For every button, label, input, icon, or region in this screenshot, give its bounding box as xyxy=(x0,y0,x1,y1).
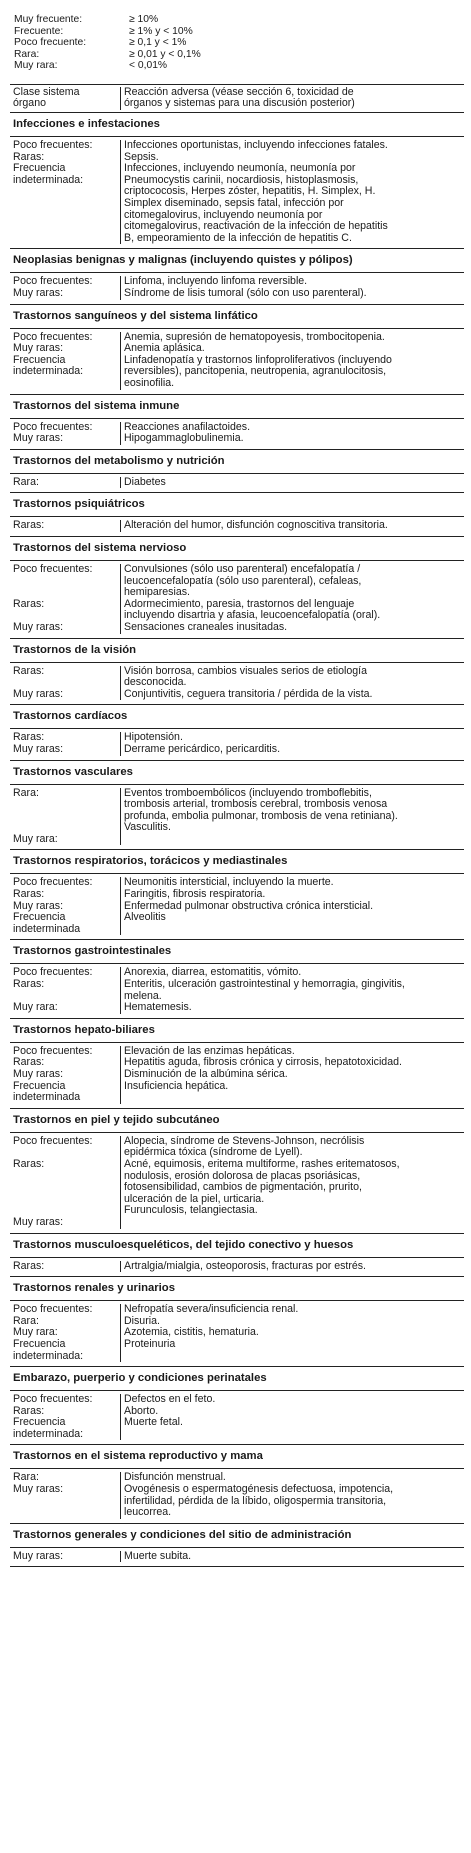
frequency-label: Poco frecuentes: xyxy=(13,1394,93,1406)
reaction-column xyxy=(120,732,464,755)
reaction-text: Visión borrosa, cambios visuales serios de etiología xyxy=(124,665,367,677)
frequency-column xyxy=(10,1551,120,1563)
reaction-text: Furunculosis, telangiectasia. xyxy=(124,1205,258,1217)
frequency-column xyxy=(10,1394,120,1440)
section-title: Trastornos en piel y tejido subcutáneo xyxy=(10,1108,464,1133)
reaction-text: Infecciones, incluyendo neumonía, neumonía por xyxy=(124,163,356,175)
frequency-label xyxy=(13,1205,120,1217)
header-right xyxy=(120,87,464,111)
reaction-section xyxy=(10,939,464,1017)
legend-value: ≥ 1% y < 10% xyxy=(129,25,193,37)
reaction-column xyxy=(120,666,464,701)
section-body xyxy=(10,1548,464,1567)
reaction-text: Alteración del humor, disfunción cognoscitiva transitoria. xyxy=(124,520,388,532)
frequency-label: Poco frecuentes: xyxy=(13,276,93,288)
reaction-section xyxy=(10,394,464,449)
frequency-label: Muy raras: xyxy=(13,433,64,445)
frequency-column xyxy=(10,1046,120,1104)
reaction-text: Infecciones oportunistas, incluyendo infecciones fatales. xyxy=(124,140,388,152)
section-body xyxy=(10,663,464,705)
legend-value: ≥ 0,01 y < 0,1% xyxy=(129,48,201,60)
reaction-text: trombosis arterial, trombosis cerebral, trombosis venosa xyxy=(124,799,388,811)
reaction-column xyxy=(120,520,464,532)
reaction-text: profunda, embolia pulmonar, trombosis de vena retiniana). xyxy=(124,810,398,822)
frequency-label: Poco frecuentes: xyxy=(13,563,93,575)
frequency-column xyxy=(10,477,120,489)
reaction-section xyxy=(10,849,464,939)
frequency-column xyxy=(10,1261,120,1273)
frequency-label: Raras: xyxy=(13,665,45,677)
reaction-text: Alopecia, síndrome de Stevens-Johnson, necrólisis xyxy=(124,1135,365,1147)
section-body xyxy=(10,1133,464,1233)
reaction-text: Neumonitis intersticial, incluyendo la muerte. xyxy=(124,877,334,889)
reaction-text: hemiparesias. xyxy=(124,587,190,599)
reaction-text: Acné, equimosis, eritema multiforme, rashes eritematosos, xyxy=(124,1158,400,1170)
frequency-label: Muy rara: xyxy=(13,1327,58,1339)
reaction-text: Adormecimiento, paresia, trastornos del lenguaje xyxy=(124,598,355,610)
reaction-section xyxy=(10,492,464,536)
frequency-label: Raras: xyxy=(13,1057,45,1069)
reaction-column xyxy=(120,1136,464,1229)
reaction-text: Enteritis, ulceración gastrointestinal y hemorragia, gingivitis, xyxy=(124,979,405,991)
reaction-column xyxy=(120,1472,464,1518)
reaction-text: Hematemesis. xyxy=(124,1002,192,1014)
frequency-label: indeterminada xyxy=(13,1092,81,1104)
reaction-text: Disminución de la albúmina sérica. xyxy=(124,1069,288,1080)
reaction-text: Diabetes xyxy=(124,476,166,488)
frequency-label xyxy=(13,991,120,1003)
legend-term: Muy frecuente: xyxy=(14,14,83,25)
section-title: Infecciones e infestaciones xyxy=(10,112,464,137)
frequency-label xyxy=(13,1147,120,1159)
section-body xyxy=(10,964,464,1017)
frequency-label: indeterminada: xyxy=(13,366,84,378)
reaction-text: Linfadenopatía y trastornos linfoproliferativos (incluyendo xyxy=(124,354,392,366)
reaction-text: Anorexia, diarrea, estomatitis, vómito. xyxy=(124,967,302,979)
frequency-label xyxy=(13,1182,120,1194)
legend-row xyxy=(14,37,471,49)
reaction-section xyxy=(10,304,464,394)
section-body xyxy=(10,561,464,638)
reaction-text: Defectos en el feto. xyxy=(124,1394,216,1406)
reaction-text: citomegalovirus, incluyendo neumonía por xyxy=(124,209,323,221)
reaction-text: epidérmica tóxica (síndrome de Lyell). xyxy=(124,1147,303,1159)
frequency-label: Muy raras: xyxy=(13,1550,64,1562)
frequency-label: Raras: xyxy=(13,732,45,744)
frequency-label: Poco frecuentes: xyxy=(13,140,93,152)
reaction-text: nodulosis, erosión dolorosa de placas psoriásicas, xyxy=(124,1170,361,1182)
section-title: Trastornos musculoesqueléticos, del tejido conectivo y huesos xyxy=(10,1233,464,1258)
reaction-text: B, empeoramiento de la infección de hepatitis C. xyxy=(124,232,352,244)
frequency-label xyxy=(13,822,120,834)
legend-value: < 0,01% xyxy=(129,60,168,71)
header-left-line: órgano xyxy=(13,98,46,110)
frequency-label: Poco frecuentes: xyxy=(13,967,93,979)
frequency-column xyxy=(10,564,120,634)
reaction-column xyxy=(120,276,464,299)
reaction-text: Síndrome de lisis tumoral (sólo con uso parenteral). xyxy=(124,288,367,300)
frequency-label: Muy raras: xyxy=(13,1216,64,1228)
frequency-label: indeterminada: xyxy=(13,1350,84,1362)
section-body xyxy=(10,517,464,536)
frequency-label: Frecuencia xyxy=(13,1080,66,1092)
frequency-column xyxy=(10,877,120,935)
header-right-line: Reacción adversa (véase sección 6, toxicidad de xyxy=(124,86,354,98)
legend-term: Poco frecuente: xyxy=(14,37,87,48)
section-title: Trastornos del sistema inmune xyxy=(10,394,464,419)
reaction-text: Disfunción menstrual. xyxy=(124,1472,226,1484)
legend-term: Muy rara: xyxy=(14,60,58,71)
reaction-text: Ovogénesis o espermatogénesis defectuosa, impotencia, xyxy=(124,1484,394,1496)
header-left-line: Clase sistema xyxy=(13,86,80,98)
reaction-text: Artralgia/mialgia, osteoporosis, fracturas por estrés. xyxy=(124,1260,366,1272)
reaction-section xyxy=(10,1523,464,1567)
section-body xyxy=(10,785,464,850)
frequency-label: Poco frecuentes: xyxy=(13,1045,93,1057)
section-body xyxy=(10,273,464,303)
frequency-label: Frecuencia xyxy=(13,163,66,175)
legend-row xyxy=(14,60,471,72)
reaction-section xyxy=(10,1233,464,1277)
section-body xyxy=(10,419,464,449)
frequency-label xyxy=(13,677,120,689)
section-title: Trastornos del sistema nervioso xyxy=(10,536,464,561)
frequency-column xyxy=(10,788,120,846)
reaction-column xyxy=(120,788,464,846)
legend-value: ≥ 10% xyxy=(129,14,159,25)
reaction-column xyxy=(120,140,464,244)
frequency-label: Rara: xyxy=(13,1472,39,1484)
frequency-column xyxy=(10,520,120,532)
frequency-label: Muy raras: xyxy=(13,1069,64,1080)
reaction-text: fotosensibilidad, cambios de pigmentación, prurito, xyxy=(124,1182,362,1194)
reaction-text: Muerte fetal. xyxy=(124,1417,183,1429)
header-right-line: órganos y sistemas para una discusión posterior) xyxy=(124,98,355,110)
reaction-text: leucorrea. xyxy=(124,1507,172,1519)
frequency-label xyxy=(13,1171,120,1183)
reaction-text: reversibles), pancitopenia, neutropenia, agranulocitosis, xyxy=(124,366,387,378)
reaction-column xyxy=(120,1046,464,1104)
frequency-label: Muy raras: xyxy=(13,900,64,912)
reaction-column xyxy=(120,564,464,634)
reaction-text: incluyendo disartria y afasia, leucoencefalopatía (oral). xyxy=(124,610,381,622)
section-body xyxy=(10,874,464,939)
reaction-text: melena. xyxy=(124,990,162,1002)
reaction-column xyxy=(120,967,464,1013)
reaction-column xyxy=(120,1304,464,1362)
section-title: Trastornos renales y urinarios xyxy=(10,1276,464,1301)
section-body xyxy=(10,474,464,493)
reaction-text: Proteinuria xyxy=(124,1338,176,1350)
reaction-text: Insuficiencia hepática. xyxy=(124,1080,229,1092)
frequency-column xyxy=(10,666,120,701)
legend-term: Rara: xyxy=(14,48,40,60)
reaction-section xyxy=(10,1444,464,1522)
frequency-label: Frecuencia xyxy=(13,1417,66,1429)
adverse-reactions-table xyxy=(0,112,471,1566)
section-title: Trastornos psiquiátricos xyxy=(10,492,464,517)
section-body xyxy=(10,137,464,248)
frequency-label: Muy rara: xyxy=(13,1002,58,1014)
reaction-text: Hipotensión. xyxy=(124,732,183,744)
frequency-column xyxy=(10,1472,120,1518)
section-body xyxy=(10,1043,464,1108)
section-body xyxy=(10,1258,464,1277)
reaction-text: eosinofilia. xyxy=(124,378,175,389)
reaction-section xyxy=(10,449,464,493)
reaction-text: Faringitis, fibrosis respiratoria. xyxy=(124,889,266,901)
section-body xyxy=(10,1469,464,1522)
frequency-label: Rara: xyxy=(13,787,39,799)
frequency-label: Muy raras: xyxy=(13,688,64,700)
legend-value: ≥ 0,1 y < 1% xyxy=(129,37,187,48)
section-title: Embarazo, puerperio y condiciones perinatales xyxy=(10,1366,464,1391)
reaction-column xyxy=(120,1551,464,1563)
reaction-text: Anemia aplásica. xyxy=(124,343,205,355)
section-title: Trastornos cardíacos xyxy=(10,704,464,729)
reaction-text: Vasculitis. xyxy=(124,822,171,834)
frequency-label xyxy=(13,576,120,588)
reaction-text: Convulsiones (sólo uso parenteral) encefalopatía / xyxy=(124,563,361,575)
reaction-text: Hipogammaglobulinemia. xyxy=(124,433,244,445)
reaction-text: Anemia, supresión de hematopoyesis, trombocitopenia. xyxy=(124,331,385,343)
section-title: Trastornos gastrointestinales xyxy=(10,939,464,964)
frequency-label: Poco frecuentes: xyxy=(13,1304,93,1316)
frequency-label: indeterminada: xyxy=(13,174,84,186)
frequency-column xyxy=(10,1304,120,1362)
section-title: Neoplasias benignas y malignas (incluyendo quistes y pólipos) xyxy=(10,248,464,273)
section-body xyxy=(10,329,464,394)
section-title: Trastornos hepato-biliares xyxy=(10,1018,464,1043)
frequency-label: Poco frecuentes: xyxy=(13,877,93,889)
table-bottom-rule xyxy=(10,1566,464,1567)
frequency-label: Raras: xyxy=(13,1405,45,1417)
reaction-text: Azotemia, cistitis, hematuria. xyxy=(124,1327,259,1339)
frequency-label: Muy raras: xyxy=(13,743,64,755)
frequency-label xyxy=(13,811,120,823)
section-title: Trastornos vasculares xyxy=(10,760,464,785)
reaction-text: infertilidad, pérdida de la líbido, oligospermia transitoria, xyxy=(124,1495,387,1507)
reaction-text: Simplex diseminado, sepsis fatal, infección por xyxy=(124,198,344,210)
frequency-label: Raras: xyxy=(13,889,45,901)
frequency-column xyxy=(10,140,120,244)
section-body xyxy=(10,1391,464,1444)
frequency-column xyxy=(10,422,120,445)
frequency-label: indeterminada: xyxy=(13,1428,84,1440)
reaction-section xyxy=(10,704,464,759)
frequency-label: Frecuencia xyxy=(13,354,66,366)
reaction-section xyxy=(10,1018,464,1108)
reaction-text: Linfoma, incluyendo linfoma reversible. xyxy=(124,276,308,288)
reaction-text: Eventos tromboembólicos (incluyendo tromboflebitis, xyxy=(124,787,372,799)
frequency-label: Poco frecuentes: xyxy=(13,1135,93,1147)
legend-row xyxy=(14,49,471,61)
frequency-label: Muy raras: xyxy=(13,288,64,300)
table-header xyxy=(10,84,464,113)
frequency-column xyxy=(10,276,120,299)
frequency-label: Raras: xyxy=(13,520,45,532)
frequency-column xyxy=(10,732,120,755)
legend-term: Frecuente: xyxy=(14,25,64,37)
frequency-label xyxy=(13,799,120,811)
reaction-section xyxy=(10,638,464,705)
reaction-section xyxy=(10,536,464,638)
frequency-label: Rara: xyxy=(13,1315,39,1327)
frequency-label: Muy raras: xyxy=(13,343,64,355)
frequency-label: Muy raras: xyxy=(13,1484,64,1496)
frequency-label: Poco frecuentes: xyxy=(13,331,93,343)
frequency-label: indeterminada xyxy=(13,923,81,935)
reaction-section xyxy=(10,248,464,303)
section-title: Trastornos del metabolismo y nutrición xyxy=(10,449,464,474)
reaction-text: Pneumocystis carinii, nocardiosis, histoplasmosis, xyxy=(124,174,359,186)
reaction-text: Alveolitis xyxy=(124,912,166,924)
reaction-text: citomegalovirus, reactivación de la infección de hepatitis xyxy=(124,221,388,233)
section-body xyxy=(10,729,464,759)
frequency-label: Poco frecuentes: xyxy=(13,421,93,433)
section-title: Trastornos generales y condiciones del sitio de administración xyxy=(10,1523,464,1548)
reaction-text: leucoencefalopatía (sólo uso parenteral), cefaleas, xyxy=(124,575,362,587)
reaction-text: Disuria. xyxy=(124,1315,160,1327)
frequency-column xyxy=(10,967,120,1013)
frequency-label xyxy=(13,1194,120,1206)
reaction-text: Hepatitis aguda, fibrosis crónica y cirrosis, hepatotoxicidad. xyxy=(124,1057,402,1069)
legend-row xyxy=(14,14,471,26)
reaction-text: desconocida. xyxy=(124,677,187,689)
reaction-text: Conjuntivitis, ceguera transitoria / pérdida de la vista. xyxy=(124,688,373,700)
reaction-column xyxy=(120,477,464,489)
frequency-label xyxy=(13,610,120,622)
reaction-text: criptococosis, Herpes zóster, hepatitis, H. Simplex, H. xyxy=(124,186,376,198)
frequency-label: Muy rara: xyxy=(13,833,58,845)
section-title: Trastornos en el sistema reproductivo y mama xyxy=(10,1444,464,1469)
frequency-label: Rara: xyxy=(13,476,39,488)
reaction-section xyxy=(10,1276,464,1366)
frequency-label: Raras: xyxy=(13,1158,45,1170)
reaction-text: ulceración de la piel, urticaria. xyxy=(124,1193,265,1205)
reaction-section xyxy=(10,1366,464,1444)
section-body xyxy=(10,1301,464,1366)
reaction-column xyxy=(120,1261,464,1273)
frequency-column xyxy=(10,332,120,390)
legend-row xyxy=(14,26,471,38)
frequency-label: Raras: xyxy=(13,1260,45,1272)
reaction-text: Sepsis. xyxy=(124,151,159,163)
reaction-section xyxy=(10,1108,464,1233)
header-left xyxy=(10,87,120,111)
reaction-column xyxy=(120,877,464,935)
reaction-text: Enfermedad pulmonar obstructiva crónica intersticial. xyxy=(124,900,374,912)
frequency-label: Raras: xyxy=(13,151,45,163)
reaction-text: Muerte subita. xyxy=(124,1550,192,1562)
reaction-section xyxy=(10,112,464,248)
reaction-text: Aborto. xyxy=(124,1405,159,1417)
reaction-text: Elevación de las enzimas hepáticas. xyxy=(124,1045,295,1057)
reaction-column xyxy=(120,422,464,445)
frequency-label: Frecuencia xyxy=(13,1338,66,1350)
reaction-text: Derrame pericárdico, pericarditis. xyxy=(124,743,281,755)
reaction-column xyxy=(120,332,464,390)
frequency-label: Raras: xyxy=(13,979,45,991)
reaction-column xyxy=(120,1394,464,1440)
frequency-legend xyxy=(0,0,471,72)
frequency-label: Raras: xyxy=(13,598,45,610)
frequency-label xyxy=(13,587,120,599)
frequency-label: Frecuencia xyxy=(13,912,66,924)
section-title: Trastornos respiratorios, torácicos y mediastinales xyxy=(10,849,464,874)
reaction-text: Nefropatía severa/insuficiencia renal. xyxy=(124,1304,299,1316)
reaction-section xyxy=(10,760,464,850)
section-title: Trastornos de la visión xyxy=(10,638,464,663)
reaction-text: Sensaciones craneales inusitadas. xyxy=(124,621,288,633)
reaction-text: Reacciones anafilactoides. xyxy=(124,421,251,433)
frequency-label: Muy raras: xyxy=(13,621,64,633)
section-title: Trastornos sanguíneos y del sistema linfático xyxy=(10,304,464,329)
frequency-column xyxy=(10,1136,120,1229)
